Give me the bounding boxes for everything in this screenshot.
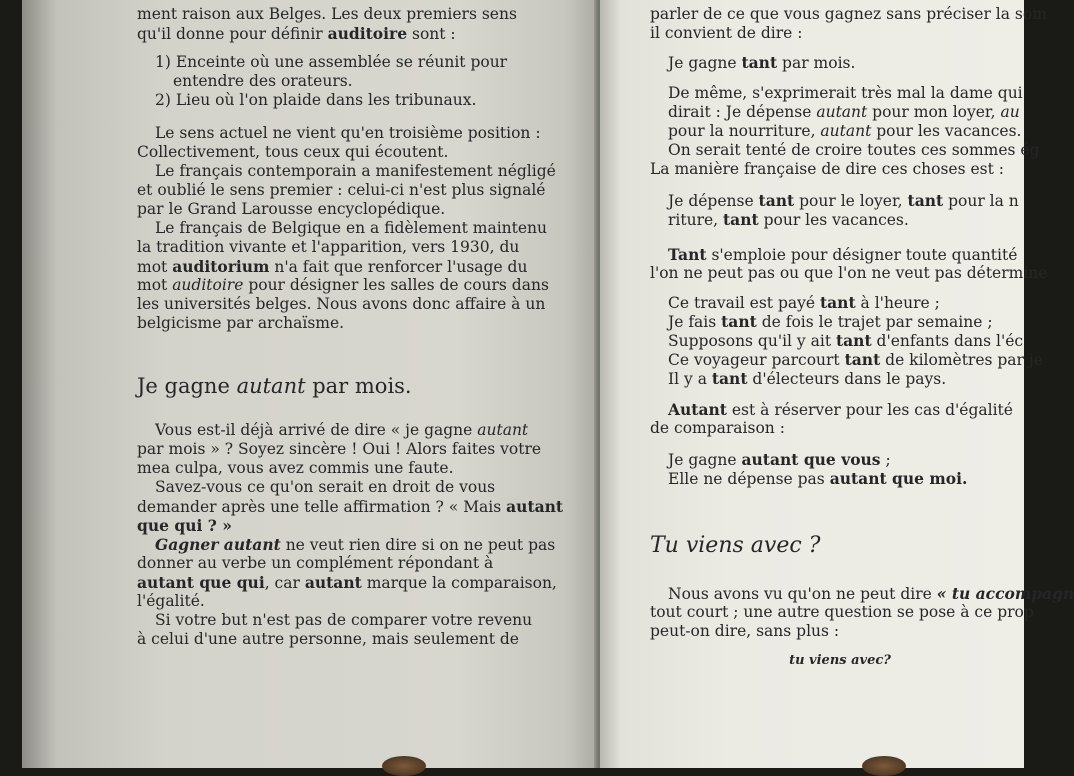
text-line: Savez-vous ce qu'on serait en droit de vous bbox=[155, 478, 496, 496]
text-line: tout court ; une autre question se pose à ce prop bbox=[650, 603, 1034, 621]
text-line: De même, s'exprimerait très mal la dame qui bbox=[668, 84, 1023, 102]
right-page bbox=[600, 0, 1074, 768]
text-line: peut-on dire, sans plus : bbox=[650, 622, 840, 640]
text-line: Si votre but n'est pas de comparer votre revenu bbox=[155, 611, 533, 629]
text-line: Autant est à réserver pour les cas d'égalité bbox=[668, 400, 1013, 419]
example-line: Je gagne tant par mois. bbox=[668, 53, 856, 72]
text-line: qu'il donne pour définir auditoire sont : bbox=[137, 24, 456, 43]
example-line: Elle ne dépense pas autant que moi. bbox=[668, 469, 968, 488]
text-line: l'on ne peut pas ou que l'on ne veut pas détermine bbox=[650, 264, 1048, 282]
text-line: à celui d'une autre personne, mais seulement de bbox=[137, 630, 519, 648]
text-line: dirait : Je dépense autant pour mon loyer, au bbox=[668, 103, 1020, 121]
list-item-continued: entendre des orateurs. bbox=[173, 72, 353, 90]
coin-object bbox=[382, 756, 426, 776]
example-line: riture, tant pour les vacances. bbox=[668, 210, 909, 229]
text-line: l'égalité. bbox=[137, 592, 205, 610]
text-line: Tant s'emploie pour désigner toute quantité bbox=[668, 245, 1018, 264]
text-line: parler de ce que vous gagnez sans préciser la som bbox=[650, 5, 1047, 23]
text-line: Collectivement, tous ceux qui écoutent. bbox=[137, 143, 449, 161]
text-line: il convient de dire : bbox=[650, 24, 803, 42]
text-line: Gagner autant ne veut rien dire si on ne peut pas bbox=[155, 535, 556, 554]
text-line: que qui ? » bbox=[137, 516, 232, 535]
example-line: Je gagne autant que vous ; bbox=[668, 450, 891, 469]
list-item: 1) Enceinte où une assemblée se réunit pour bbox=[155, 53, 508, 71]
example-line: tu viens avec? bbox=[789, 653, 891, 668]
text-line: Vous est-il déjà arrivé de dire « je gagne autant bbox=[155, 421, 529, 439]
text-line: la tradition vivante et l'apparition, vers 1930, du bbox=[137, 238, 520, 256]
text-line: par le Grand Larousse encyclopédique. bbox=[137, 200, 446, 218]
left-page bbox=[22, 0, 600, 768]
text-line: demander après une telle affirmation ? « Mais autant bbox=[137, 497, 564, 516]
text-line: belgicisme par archaïsme. bbox=[137, 314, 345, 332]
section-heading: Tu viens avec ? bbox=[650, 533, 821, 558]
text-line: La manière française de dire ces choses est : bbox=[650, 160, 1004, 178]
text-line: par mois » ? Soyez sincère ! Oui ! Alors faites votre bbox=[137, 440, 542, 458]
example-line: Il y a tant d'électeurs dans le pays. bbox=[668, 369, 947, 388]
text-line: pour la nourriture, autant pour les vacances. bbox=[668, 122, 1022, 140]
text-line: Nous avons vu qu'on ne peut dire « tu accompagn bbox=[668, 584, 1074, 603]
text-line: et oublié le sens premier : celui-ci n'est plus signalé bbox=[137, 181, 546, 199]
coin-object bbox=[862, 756, 906, 776]
text-line: On serait tenté de croire toutes ces sommes ég bbox=[668, 141, 1040, 159]
text-line: de comparaison : bbox=[650, 419, 785, 437]
example-line: Supposons qu'il y ait tant d'enfants dans l'éc bbox=[668, 331, 1024, 350]
text-line: ment raison aux Belges. Les deux premiers sens bbox=[137, 5, 517, 23]
text-line: Le français de Belgique en a fidèlement maintenu bbox=[155, 219, 548, 237]
left-page-text bbox=[137, 5, 564, 649]
text-line: les universités belges. Nous avons donc affaire à un bbox=[137, 295, 546, 313]
example-line: Ce voyageur parcourt tant de kilomètres par je bbox=[668, 350, 1043, 369]
list-item: 2) Lieu où l'on plaide dans les tribunaux. bbox=[155, 91, 477, 109]
text-line: mot auditoire pour désigner les salles de cours dans bbox=[137, 276, 549, 294]
text-line: Le sens actuel ne vient qu'en troisième position : bbox=[155, 124, 541, 142]
section-heading: Je gagne autant par mois. bbox=[137, 374, 412, 398]
text-line: autant que qui, car autant marque la comparaison, bbox=[137, 573, 557, 592]
text-line: mea culpa, vous avez commis une faute. bbox=[137, 459, 454, 477]
example-line: Ce travail est payé tant à l'heure ; bbox=[668, 293, 940, 312]
example-line: Je fais tant de fois le trajet par semaine ; bbox=[668, 312, 993, 331]
text-line: donner au verbe un complément répondant à bbox=[137, 554, 494, 572]
text-line: Le français contemporain a manifestement négligé bbox=[155, 162, 556, 180]
text-line: mot auditorium n'a fait que renforcer l'usage du bbox=[137, 257, 528, 276]
right-page-text bbox=[650, 5, 1074, 670]
example-line: Je dépense tant pour le loyer, tant pour la n bbox=[668, 191, 1019, 210]
